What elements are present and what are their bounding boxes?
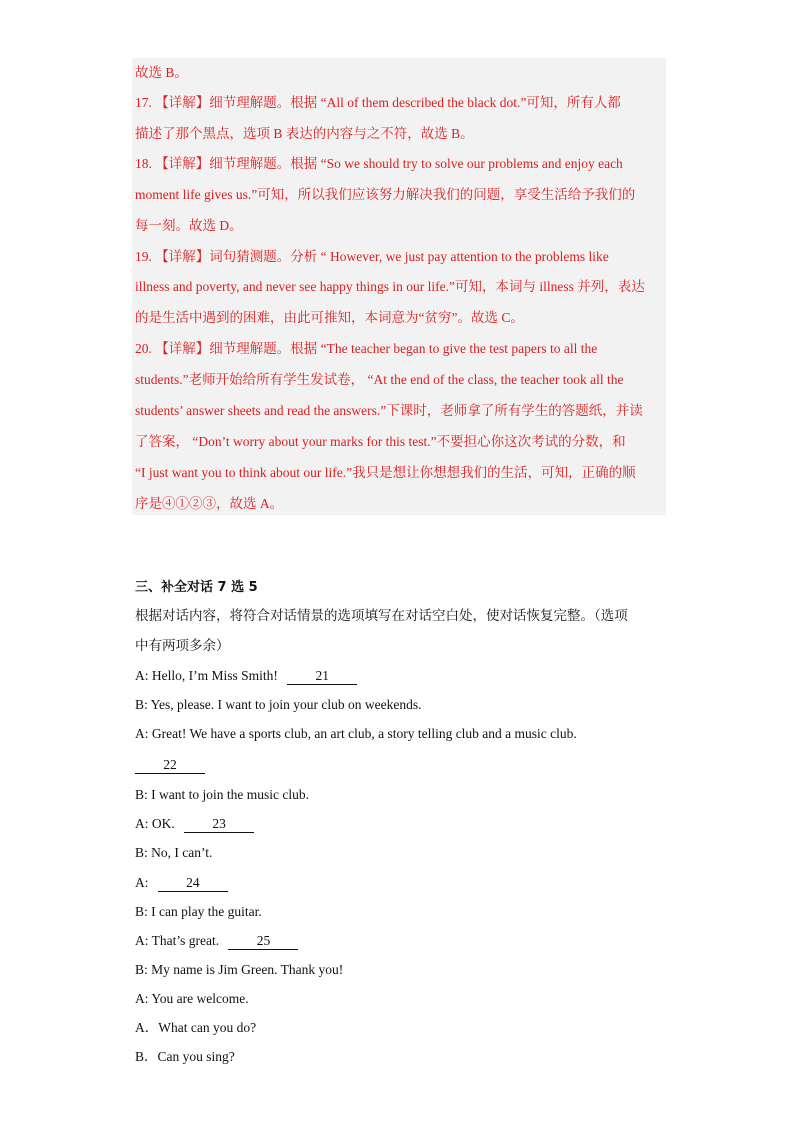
option-a: A．What can you do? bbox=[135, 1020, 257, 1035]
blank-25[interactable] bbox=[228, 933, 298, 950]
dialogue-line-2: B: Yes, please. I want to join your club on weekends. bbox=[135, 697, 422, 712]
answer-line-5: moment life gives us.”可知，所以我们应该努力解决我们的问题，享受生活给予我们的 bbox=[135, 187, 636, 202]
dialogue-text: A: Hello, I’m Miss Smith! bbox=[135, 668, 278, 683]
answer-line-4: 18. 【详解】细节理解题。根据 “So we should try to solve our problems and enjoy each bbox=[135, 156, 623, 171]
dialogue-line-5: B: I want to join the music club. bbox=[135, 787, 309, 802]
answer-line-9: 的是生活中遇到的困难，由此可推知，本词意为“贫穷”。故选 C。 bbox=[135, 310, 524, 325]
blank-number: 24 bbox=[186, 875, 200, 890]
dialogue-line-8 bbox=[135, 874, 228, 892]
dialogue-text: A: That’s great. bbox=[135, 933, 220, 948]
dialogue-text: A: OK. bbox=[135, 816, 175, 831]
blank-number: 25 bbox=[256, 933, 271, 948]
dialogue-line-3: A: Great! We have a sports club, an art club, a story telling club and a music club. bbox=[135, 726, 577, 741]
blank-23[interactable] bbox=[184, 816, 254, 833]
section-title: 三、补全对话 7 选 5 bbox=[135, 580, 258, 595]
blank-number: 21 bbox=[315, 668, 330, 683]
answer-line-13: 了答案， “Don’t worry about your marks for this test.”不要担心你这次考试的分数，和 bbox=[135, 434, 626, 449]
answer-line-3: 描述了那个黑点，选项 B 表达的内容与之不符，故选 B。 bbox=[135, 126, 474, 141]
answer-line-15: 序是④①②③，故选 A。 bbox=[135, 496, 284, 511]
blank-21[interactable] bbox=[287, 668, 357, 685]
blank-24[interactable] bbox=[158, 875, 228, 892]
instruction-line-2: 中有两项多余） bbox=[135, 638, 230, 653]
answer-line-11: students.”老师开始给所有学生发试卷， “At the end of the class, the teacher took all the bbox=[135, 372, 624, 387]
dialogue-line-9: B: I can play the guitar. bbox=[135, 904, 262, 919]
dialogue-line-6 bbox=[135, 815, 254, 833]
instruction-line-1: 根据对话内容，将符合对话情景的选项填写在对话空白处，使对话恢复完整。（选项 bbox=[135, 608, 628, 623]
answer-line-14: “I just want you to think about our life.”我只是想让你想想我们的生活，可知，正确的顺 bbox=[135, 465, 636, 480]
blank-22[interactable] bbox=[135, 757, 205, 774]
answer-line-8: illness and poverty, and never see happy things in our life.”可知，本词与 illness 并列，表达 bbox=[135, 279, 645, 294]
answer-line-10: 20. 【详解】细节理解题。根据 “The teacher began to give the test papers to all the bbox=[135, 341, 598, 356]
answer-line-2: 17. 【详解】细节理解题。根据 “All of them described the black dot.”可知，所有人都 bbox=[135, 95, 621, 110]
answer-line-12: students’ answer sheets and read the answers.”下课时，老师拿了所有学生的答题纸，并读 bbox=[135, 403, 643, 418]
dialogue-line-12: A: You are welcome. bbox=[135, 991, 249, 1006]
dialogue-line-10 bbox=[135, 932, 298, 950]
answer-line-6: 每一刻。故选 D。 bbox=[135, 218, 243, 233]
blank-number: 22 bbox=[163, 757, 177, 772]
dialogue-line-7: B: No, I can’t. bbox=[135, 845, 213, 860]
answer-line-7: 19. 【详解】词句猜测题。分析 “ However, we just pay attention to the problems like bbox=[135, 249, 609, 264]
blank-number: 23 bbox=[212, 816, 226, 831]
dialogue-line-1 bbox=[135, 667, 357, 685]
option-b: B．Can you sing? bbox=[135, 1049, 235, 1064]
dialogue-line-4 bbox=[135, 756, 205, 774]
dialogue-line-11: B: My name is Jim Green. Thank you! bbox=[135, 962, 344, 977]
dialogue-text: A: bbox=[135, 875, 149, 890]
answer-line-1: 故选 B。 bbox=[135, 65, 188, 80]
